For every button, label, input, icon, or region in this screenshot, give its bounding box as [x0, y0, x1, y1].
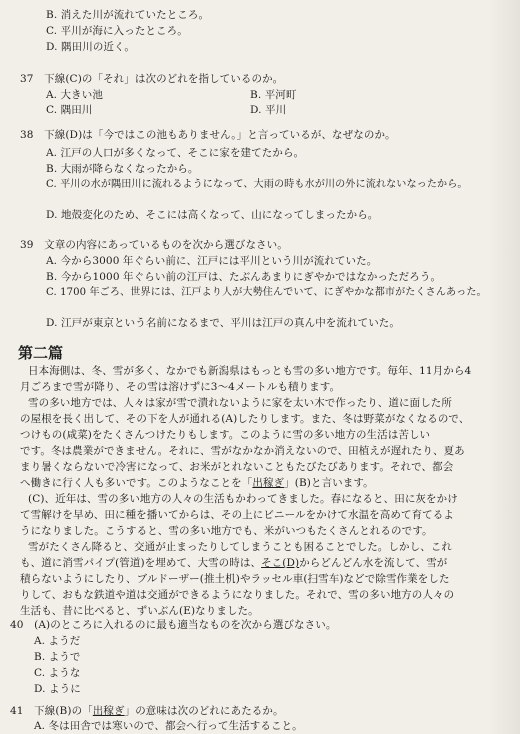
prev-option-b: B. 消えた川が流れていたところ。 — [46, 9, 210, 21]
q38-option-c: C. 平川の水が隅田川に流れるようになって、大雨の時も水が川の外に流れないなったから。 — [46, 179, 468, 190]
q41-stem-text: 41 下線(B)の「 — [10, 705, 93, 717]
q39-option-c: C. 1700 年ごろ、世界には、江戸より人が大勢住んでいて、にぎやかな都市がたくさんあった。 — [46, 287, 487, 298]
underlined-dekasegi: 出稼ぎ — [252, 477, 285, 489]
passage-line: 雪の多い地方では、人々は家が雪で潰れないように家を太い木で作ったり、道に面した所 — [28, 397, 452, 409]
q41-option-a: A. 冬は田舎では寒いので、都会へ行って生活すること。 — [34, 720, 303, 732]
q37-option-a: A. 大きい池 — [46, 89, 103, 101]
passage-line: です。冬は農業ができません。それに、雪がなかなか消えないので、田植えが遅れたり、夏あ — [20, 445, 465, 457]
q38-stem: 38 下線(D)は「今ではこの池もありません。」と言っているが、なぜなのか。 — [20, 129, 396, 141]
q38-option-b: B. 大雨が降らなくなったから。 — [46, 163, 199, 175]
q40-option-c: C. ような — [34, 667, 81, 679]
passage-line: て雪解けを早め、田に種を播いてからは、その上にビニールをかけて水温を高めて育てるよ — [20, 509, 454, 521]
q41-underlined: 出稼ぎ — [92, 705, 125, 717]
q40-option-b: B. ようで — [34, 651, 81, 663]
q39-option-b: B. 今から1000 年ぐらい前の江戸は、たぶんあまりにぎやかではなかっただろう。 — [46, 271, 442, 283]
q40-option-a: A. ようだ — [34, 635, 81, 647]
q38-option-d: D. 地殻変化のため、そこには高くなって、山になってしまったから。 — [46, 209, 379, 221]
passage-line: りして、おもな鉄道や道は交通ができるようになりました。それで、雪の多い地方の人々の — [20, 589, 455, 601]
q37-option-b: B. 平河町 — [250, 89, 297, 101]
passage-line — [20, 556, 447, 570]
section-title: 第二篇 — [18, 344, 64, 362]
passage-line: 雪がたくさん降ると、交通が止まったりしてしまうことも困ることでした。しかし、これ — [28, 541, 452, 553]
prev-option-d: D. 隅田川の近く。 — [46, 41, 136, 53]
q38-option-a: A. 江戸の人口が多くなって、そこに家を建てたから。 — [46, 147, 305, 159]
q39-option-a: A. 今から3000 年ぐらい前に、江戸には平川という川が流れていた。 — [46, 255, 378, 267]
passage-line — [20, 476, 374, 490]
passage-line: 日本海側は、冬、雪が多く、なかでも新潟県はもっとも雪の多い地方です。毎年、11月から4 — [28, 365, 472, 377]
passage-line: うになりました。こうすると、雪の多い地方でも、米がいつもたくさんとれるのです。 — [20, 525, 433, 537]
passage-text: 」(B)と言います。 — [284, 477, 374, 489]
q41-stem-text: 」の意味は次のどれにあたるか。 — [124, 705, 284, 717]
q40-option-d: D. ように — [34, 683, 81, 695]
passage-line: の屋根を長く出して、その下を人が通れる(A)したりします。また、冬は野菜がなくなるので、 — [20, 413, 470, 425]
passage-line: (C)、近年は、雪の多い地方の人々の生活もかわってきました。春になると、田に灰をかけ — [28, 493, 458, 505]
q40-stem: 40 (A)のところに入れるのに最も適当なものを次から選びなさい。 — [10, 619, 337, 631]
passage-text: へ働きに行く人も多いです。このようなことを「 — [20, 477, 253, 489]
passage-line: つけもの(咸菜)をたくさんつけたりもします。このように雪の多い地方の生活は苦しい — [20, 429, 431, 441]
passage-line: 積らないようにしたり、ブルドーザー(推土机)やラッセル車(扫雪车)などで除雪作業をした — [20, 573, 450, 585]
q37-option-c: C. 隅田川 — [46, 104, 93, 116]
q37-stem: 37 下線(C)の「それ」は次のどれを指しているのか。 — [20, 73, 284, 85]
prev-option-c: C. 平川が海に入ったところ。 — [46, 25, 188, 37]
passage-line: まり暑くならないで冷害になって、お米がとれないこともたびたびあります。それで、都会 — [20, 461, 454, 473]
underlined-soko: そこ(D) — [261, 557, 300, 569]
q39-option-d: D. 江戸が東京という名前になるまで、平川は江戸の真ん中を流れていた。 — [46, 317, 401, 329]
q37-option-d: D. 平川 — [250, 104, 287, 116]
passage-line: 月ごろまで雪が降り、その雪は溶けずに3〜4メートルも積ります。 — [20, 381, 341, 393]
q39-stem: 39 文章の内容にあっているものを次から選びなさい。 — [20, 239, 288, 251]
q41-stem — [10, 704, 284, 718]
passage-text: からどんどん水を流して、雪が — [299, 557, 448, 569]
page-edge-shadow — [488, 0, 520, 734]
passage-line: 生活も、昔に比べると、ずいぶん(E)なりました。 — [20, 605, 259, 617]
passage-text: も、道に消雪パイプ(管道)を埋めて、大雪の時は、 — [20, 557, 262, 569]
